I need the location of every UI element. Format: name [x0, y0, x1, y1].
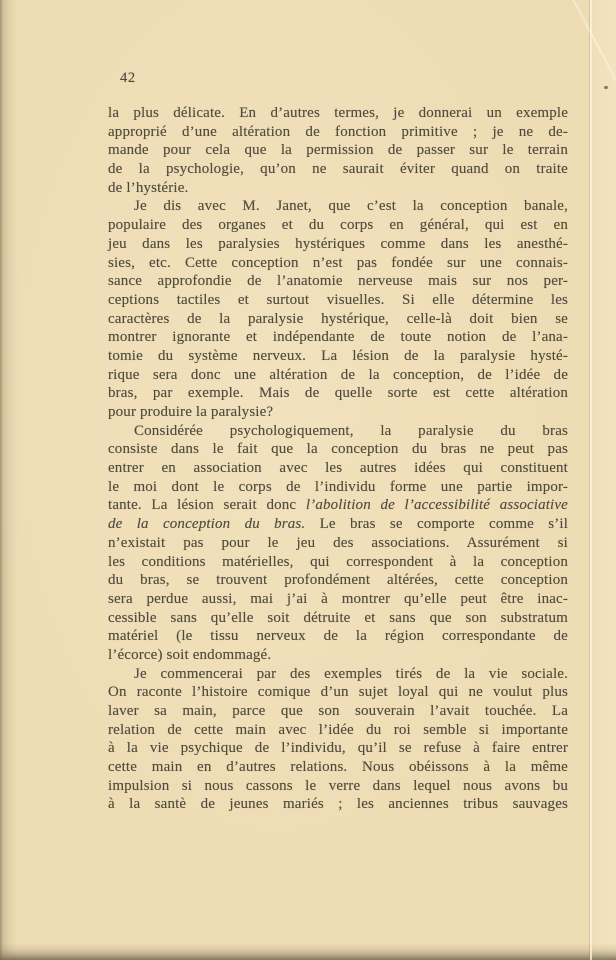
text-line [108, 440, 568, 459]
text-line [108, 104, 568, 123]
text-line [108, 291, 568, 310]
text-segment: à la vie psychique de l’individu, qu’il se refuse à faire entrer [108, 740, 568, 757]
text-line [108, 683, 568, 702]
text-line [108, 590, 568, 609]
text-line [108, 553, 568, 572]
text-line [108, 422, 568, 441]
text-line [108, 609, 568, 628]
text-line [108, 534, 568, 553]
text-segment: sera perdue aussi, mai j’ai à montrer qu’elle peut être inac- [108, 590, 568, 607]
text-segment: tomie du système nerveux. La lésion de la paralysie hysté- [108, 347, 568, 364]
text-segment: Je dis avec M. Janet, que c’est la conception banale, [134, 198, 568, 215]
text-line [108, 459, 568, 478]
text-line [108, 777, 568, 796]
text-segment: consiste dans le fait que la conception du bras ne peut pas [108, 441, 568, 458]
text-segment: la plus délicate. En d’autres termes, je donnerai un exemple [108, 105, 568, 121]
text-line [108, 216, 568, 235]
text-line [108, 515, 568, 534]
text-line [108, 384, 568, 403]
text-segment: cessible sans qu’elle soit détruite et sans que son substratum [108, 609, 568, 626]
text-line [108, 179, 568, 198]
text-segment: montrer ignorante et indépendante de toute notion de l’ana- [108, 329, 568, 346]
text-segment: impulsion si nous cassons le verre dans lequel nous avons bu [108, 777, 568, 794]
text-line [108, 646, 568, 665]
text-segment: le moi dont le corps de l’individu forme une partie impor- [108, 478, 568, 495]
text-segment: tante. La lésion serait donc [108, 497, 306, 514]
text-segment: n’existait pas pour le jeu des associations. Assurément si [108, 534, 568, 551]
text-line [108, 758, 568, 777]
text-segment: sies, etc. Cette conception n’est pas fondée sur une connais- [108, 254, 568, 271]
text-line [108, 235, 568, 254]
text-line [108, 310, 568, 329]
text-segment: de la psychologie, qu’on ne saurait éviter quand on traite [108, 161, 568, 178]
text-line [108, 403, 568, 422]
page-text [108, 104, 568, 814]
text-line [108, 328, 568, 347]
text-segment: relation de cette main avec l’idée du roi semble si importante [108, 721, 568, 738]
text-segment: pour produire la paralysie? [108, 404, 274, 420]
text-line [108, 197, 568, 216]
text-segment: les conditions matérielles, qui correspondent à la conception [108, 553, 568, 570]
paper-crease-diagonal [568, 0, 616, 133]
text-line [108, 347, 568, 366]
text-segment: On raconte l’histoire comique d’un sujet loyal qui ne voulut plus [108, 684, 568, 701]
text-line [108, 366, 568, 385]
text-segment: Considérée psychologiquement, la paralysie du bras [134, 422, 568, 439]
text-line [108, 123, 568, 142]
text-line [108, 254, 568, 273]
text-line [108, 160, 568, 179]
text-line [108, 721, 568, 740]
text-line [108, 571, 568, 590]
text-segment: à la santè de jeunes mariés ; les anciennes tribus sauvages [108, 796, 568, 813]
text-segment: cette main en d’autres relations. Nous obéissons à la même [108, 759, 568, 776]
text-segment: jeu dans les paralysies hystériques comme dans les anesthé- [108, 235, 568, 252]
text-segment: approprié d’une altération de fonction primitive ; je ne de- [108, 123, 568, 140]
text-segment: caractères de la paralysie hystérique, celle-là doit bien se [108, 310, 568, 327]
page-number: 42 [120, 70, 136, 86]
text-line [108, 627, 568, 646]
text-line [108, 141, 568, 160]
text-line [108, 496, 568, 515]
text-segment: Je commencerai par des exemples tirés de la vie sociale. [134, 665, 568, 682]
text-segment: l’écorce) soit endommagé. [108, 646, 272, 663]
paper-speck [604, 86, 608, 89]
text-segment: du bras, se trouvent profondément altérées, cette conception [108, 572, 568, 589]
text-line [108, 702, 568, 721]
text-segment: matériel (le tissu nerveux de la région correspondante de [108, 628, 568, 645]
text-line [108, 739, 568, 758]
text-segment: bras, par exemple. Mais de quelle sorte est cette altération [108, 385, 568, 402]
italic-text-segment: de la conception du bras. [108, 516, 306, 533]
text-line [108, 272, 568, 291]
text-segment: rique sera donc une altération de la conception, de l’idée de [108, 366, 568, 383]
italic-text-segment: l’abolition de l’accessibilité associative [305, 497, 568, 514]
text-segment: entrer en association avec les autres idées qui constituent [108, 460, 568, 477]
text-segment: de l’hystérie. [108, 179, 189, 196]
text-segment: laver sa main, parce que son souverain l’avait touchée. La [108, 703, 568, 719]
text-line [108, 478, 568, 497]
text-segment: Le bras se comporte comme s’il [305, 516, 569, 533]
text-segment: mande pour cela que la permission de passer sur le terrain [108, 142, 568, 159]
text-segment: populaire des organes et du corps en général, qui est en [108, 217, 568, 234]
text-segment: ceptions tactiles et surtout visuelles. Si elle détermine les [108, 291, 568, 308]
page-edge-crease [590, 0, 592, 960]
text-segment: sance approfondie de l’anatomie nerveuse mais sur nos per- [108, 273, 568, 290]
text-line [108, 665, 568, 684]
text-line [108, 795, 568, 814]
